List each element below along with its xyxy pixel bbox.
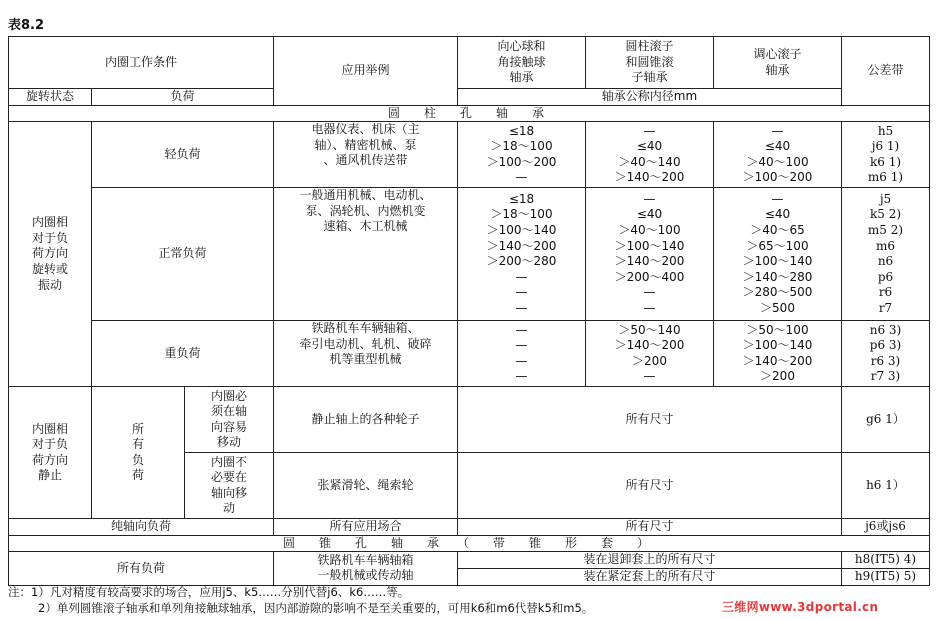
fixed-size: 所有尺寸 (458, 453, 842, 519)
movable-tolerance: g6 1） (842, 387, 930, 453)
normal-load-application: 一般通用机械、电动机、 泵、涡轮机、内燃机变 速箱、木工机械 (274, 188, 458, 321)
axial-application: 所有应用场合 (274, 519, 458, 536)
rotating-load-label: 内圈相 对于负 荷方向 旋转或 振动 (9, 122, 92, 387)
tapered-tolerance-withdrawal: h8(IT5) 4) (842, 552, 930, 569)
tapered-size-withdrawal: 装在退卸套上的所有尺寸 (458, 552, 842, 569)
heavy-load-roller: ＞50～140 ＞140～200 ＞200 — (586, 321, 714, 387)
heavy-load-self-aligning: ＞50～100 ＞100～140 ＞140～200 ＞200 (714, 321, 842, 387)
normal-load-self-aligning: — ≤40 ＞40～65 ＞65～100 ＞100～140 ＞140～280 ＞280～500 ＞500 (714, 188, 842, 321)
section-tapered-bore: 圆 锥 孔 轴 承 （ 带 锥 形 套 ） (9, 535, 930, 552)
tapered-tolerance-adapter: h9(IT5) 5) (842, 568, 930, 585)
fixed-application: 张紧滑轮、绳索轮 (274, 453, 458, 519)
all-load-label: 所 有 负 荷 (92, 387, 185, 519)
tolerance-table (8, 36, 930, 586)
header-ball-bearing: 向心球和 角接触球 轴承 (458, 37, 586, 89)
light-load-application: 电器仪表、机床（主 轴）、精密机械、泵 、通风机传送带 (274, 122, 458, 188)
header-tolerance: 公差带 (842, 37, 930, 106)
movable-size: 所有尺寸 (458, 387, 842, 453)
movable-application: 静止轴上的各种轮子 (274, 387, 458, 453)
fixed-condition: 内圈不 必要在 轴向移 动 (185, 453, 274, 519)
normal-load-label: 正常负荷 (92, 188, 274, 321)
stationary-load-label: 内圈相 对于负 荷方向 静止 (9, 387, 92, 519)
light-load-roller: — ≤40 ＞40～140 ＞140～200 (586, 122, 714, 188)
section-cylindrical-bore: 圆 柱 孔 轴 承 (9, 105, 930, 122)
header-application: 应用举例 (274, 37, 458, 106)
header-roller-bearing: 圆柱滚子 和圆锥滚 子轴承 (586, 37, 714, 89)
tapered-load-label: 所有负荷 (9, 552, 274, 585)
note-2: 2）单列圆锥滚子轴承和单列角接触球轴承，因内部游隙的影响不是至关重要的，可用k6和m6代替k5和m5。 (38, 601, 594, 615)
header-inner-condition: 内圈工作条件 (9, 37, 274, 89)
header-load: 负荷 (92, 89, 274, 106)
fixed-tolerance: h6 1） (842, 453, 930, 519)
light-load-tolerance: h5 j6 1) k6 1) m6 1) (842, 122, 930, 188)
light-load-label: 轻负荷 (92, 122, 274, 188)
heavy-load-tolerance: n6 3) p6 3) r6 3) r7 3) (842, 321, 930, 387)
normal-load-roller: — ≤40 ＞40～100 ＞100～140 ＞140～200 ＞200～400 — — (586, 188, 714, 321)
note-1: 注：1）凡对精度有较高要求的场合，应用j5、k5……分别代替j6、k6……等。 (8, 585, 410, 599)
heavy-load-application: 铁路机车车辆轴箱、 牵引电动机、轧机、破碎 机等重型机械 (274, 321, 458, 387)
tapered-application: 铁路机车车辆轴箱 一般机械或传动轴 (274, 552, 458, 585)
header-rotation-state: 旋转状态 (9, 89, 92, 106)
movable-condition: 内圈必 须在轴 向容易 移动 (185, 387, 274, 453)
heavy-load-label: 重负荷 (92, 321, 274, 387)
axial-load-label: 纯轴向负荷 (9, 519, 274, 536)
axial-size: 所有尺寸 (458, 519, 842, 536)
axial-tolerance: j6或js6 (842, 519, 930, 536)
light-load-self-aligning: — ≤40 ＞40～100 ＞100～200 (714, 122, 842, 188)
heavy-load-ball: — — — — (458, 321, 586, 387)
normal-load-ball: ≤18 ＞18～100 ＞100～140 ＞140～200 ＞200～280 — — — (458, 188, 586, 321)
table-caption: 表8.2 (8, 18, 45, 33)
header-diameter: 轴承公称内径mm (458, 89, 842, 106)
header-self-aligning: 调心滚子 轴承 (714, 37, 842, 89)
site-watermark: 三维网www.3dportal.cn (722, 600, 879, 614)
normal-load-tolerance: j5 k5 2) m5 2) m6 n6 p6 r6 r7 (842, 188, 930, 321)
light-load-ball: ≤18 ＞18～100 ＞100～200 — (458, 122, 586, 188)
tapered-size-adapter: 装在紧定套上的所有尺寸 (458, 568, 842, 585)
